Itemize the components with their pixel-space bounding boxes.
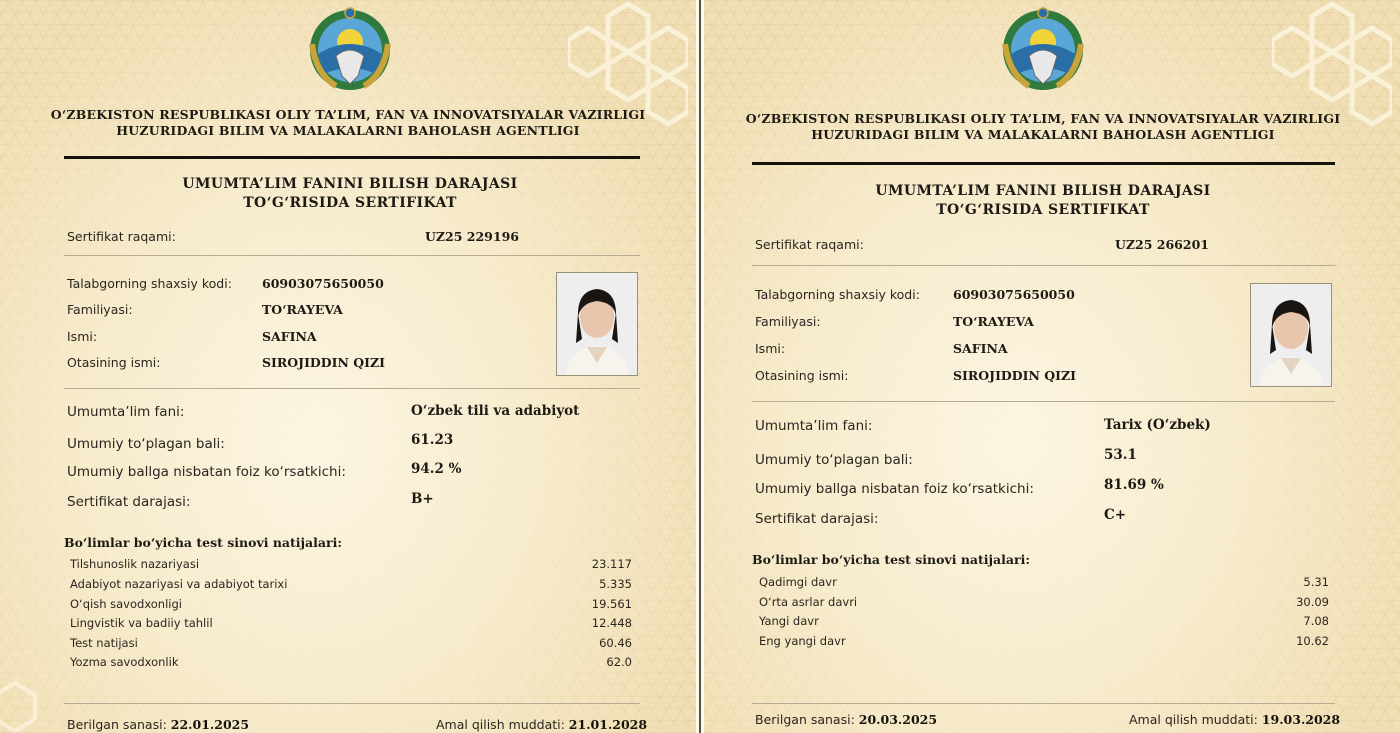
certificate-title [743, 182, 1343, 220]
state-emblem-icon [306, 4, 394, 92]
subject-value: Tarix (O‘zbek) [1104, 417, 1211, 433]
level-label: Sertifikat darajasi: [755, 511, 879, 527]
patronymic-label: Otasining ismi: [67, 355, 161, 370]
divider [64, 388, 640, 389]
divider [64, 255, 640, 256]
patronymic-value: SIROJIDDIN QIZI [262, 355, 385, 370]
org-line-2: HUZURIDAGI BILIM VA MALAKALARNI BAHOLASH AGENTLIGI [116, 123, 580, 138]
issued-label: Berilgan sanasi: [755, 712, 855, 727]
cert-number-value: UZ25 266201 [1115, 237, 1209, 252]
section-score: 12.448 [591, 616, 632, 630]
percent-value: 81.69 % [1104, 477, 1164, 493]
personal-code-value: 60903075650050 [953, 287, 1075, 302]
level-value: B+ [411, 491, 434, 507]
subject-label: Umumta’lim fani: [67, 404, 185, 420]
divider [64, 703, 640, 704]
section-score: 7.08 [1303, 614, 1329, 628]
valid-label: Amal qilish muddati: [1129, 712, 1258, 727]
score-label: Umumiy to‘plagan bali: [755, 452, 913, 468]
sections-title: Bo‘limlar bo‘yicha test sinovi natijalari: [752, 552, 1030, 567]
section-score: 5.31 [1303, 575, 1329, 589]
section-score: 10.62 [1296, 634, 1329, 648]
ornament-corner-icon [0, 673, 60, 733]
cert-number-label: Sertifikat raqami: [67, 229, 176, 244]
issued-value: 20.03.2025 [858, 712, 938, 727]
section-score: 60.46 [599, 636, 632, 650]
section-name: O‘rta asrlar davri [759, 595, 858, 609]
surname-label: Familiyasi: [755, 314, 821, 329]
personal-code-value: 60903075650050 [262, 276, 384, 291]
cert-number-label: Sertifikat raqami: [755, 237, 864, 252]
issuing-organization [733, 111, 1353, 143]
section-score: 30.09 [1296, 595, 1329, 609]
issued-label: Berilgan sanasi: [67, 717, 167, 732]
name-label: Ismi: [67, 329, 98, 344]
title-line-2: TO‘G‘RISIDA SERTIFIKAT [936, 202, 1150, 218]
divider [752, 265, 1335, 266]
subject-label: Umumta’lim fani: [755, 418, 873, 434]
valid-until [1129, 712, 1340, 727]
valid-value: 21.01.2028 [568, 717, 648, 732]
section-name: Lingvistik va badiiy tahlil [70, 616, 213, 630]
divider [752, 703, 1335, 704]
sections-title: Bo‘limlar bo‘yicha test sinovi natijalari: [64, 535, 342, 550]
applicant-photo [1250, 283, 1332, 387]
person-photo-icon [1251, 284, 1331, 386]
org-line-1: O‘ZBEKISTON RESPUBLIKASI OLIY TA’LIM, FAN VA INNOVATSIYALAR VAZIRLIGI [50, 107, 646, 122]
issued-date [67, 717, 249, 732]
certificate-left [0, 0, 696, 733]
name-label: Ismi: [755, 341, 786, 356]
section-name: Yangi davr [759, 614, 819, 628]
issuing-organization [38, 107, 658, 139]
score-label: Umumiy to‘plagan bali: [67, 436, 225, 452]
issued-date [755, 712, 937, 727]
surname-value: TO‘RAYEVA [262, 302, 343, 317]
section-name: Tilshunoslik nazariyasi [70, 557, 200, 571]
certificate-right [704, 0, 1400, 733]
surname-label: Familiyasi: [67, 302, 133, 317]
section-name: O‘qish savodxonligi [70, 597, 182, 611]
section-score: 62.0 [606, 655, 632, 669]
percent-label: Umumiy ballga nisbatan foiz ko‘rsatkichi: [67, 464, 346, 480]
header-divider [64, 156, 640, 159]
valid-until [436, 717, 647, 732]
valid-value: 19.03.2028 [1261, 712, 1341, 727]
section-name: Qadimgi davr [759, 575, 837, 589]
percent-value: 94.2 % [411, 461, 462, 477]
score-value: 61.23 [411, 432, 454, 448]
section-name: Test natijasi [70, 636, 138, 650]
org-line-1: O‘ZBEKISTON RESPUBLIKASI OLIY TA’LIM, FAN VA INNOVATSIYALAR VAZIRLIGI [745, 111, 1341, 126]
person-photo-icon [557, 273, 637, 375]
valid-label: Amal qilish muddati: [436, 717, 565, 732]
section-score: 5.335 [599, 577, 632, 591]
divider [752, 401, 1335, 402]
certificate-title [50, 175, 650, 213]
personal-code-label: Talabgorning shaxsiy kodi: [755, 287, 920, 302]
cert-number-value: UZ25 229196 [425, 229, 519, 244]
section-score: 23.117 [591, 557, 632, 571]
level-value: C+ [1104, 507, 1127, 523]
section-score: 19.561 [591, 597, 632, 611]
issued-value: 22.01.2025 [170, 717, 250, 732]
name-value: SAFINA [262, 329, 317, 344]
section-name: Eng yangi davr [759, 634, 846, 648]
image-separator [696, 0, 704, 733]
applicant-photo [556, 272, 638, 376]
level-label: Sertifikat darajasi: [67, 494, 191, 510]
section-name: Adabiyot nazariyasi va adabiyot tarixi [70, 577, 288, 591]
surname-value: TO‘RAYEVA [953, 314, 1034, 329]
name-value: SAFINA [953, 341, 1008, 356]
personal-code-label: Talabgorning shaxsiy kodi: [67, 276, 232, 291]
subject-value: O‘zbek tili va adabiyot [411, 403, 580, 419]
org-line-2: HUZURIDAGI BILIM VA MALAKALARNI BAHOLASH AGENTLIGI [811, 127, 1275, 142]
score-value: 53.1 [1104, 447, 1137, 463]
title-line-1: UMUMTA’LIM FANINI BILISH DARAJASI [182, 176, 518, 192]
title-line-2: TO‘G‘RISIDA SERTIFIKAT [243, 195, 457, 211]
title-line-1: UMUMTA’LIM FANINI BILISH DARAJASI [875, 183, 1211, 199]
header-divider [752, 162, 1335, 165]
patronymic-value: SIROJIDDIN QIZI [953, 368, 1076, 383]
state-emblem-icon [999, 4, 1087, 92]
percent-label: Umumiy ballga nisbatan foiz ko‘rsatkichi: [755, 481, 1034, 497]
patronymic-label: Otasining ismi: [755, 368, 849, 383]
section-name: Yozma savodxonlik [70, 655, 179, 669]
